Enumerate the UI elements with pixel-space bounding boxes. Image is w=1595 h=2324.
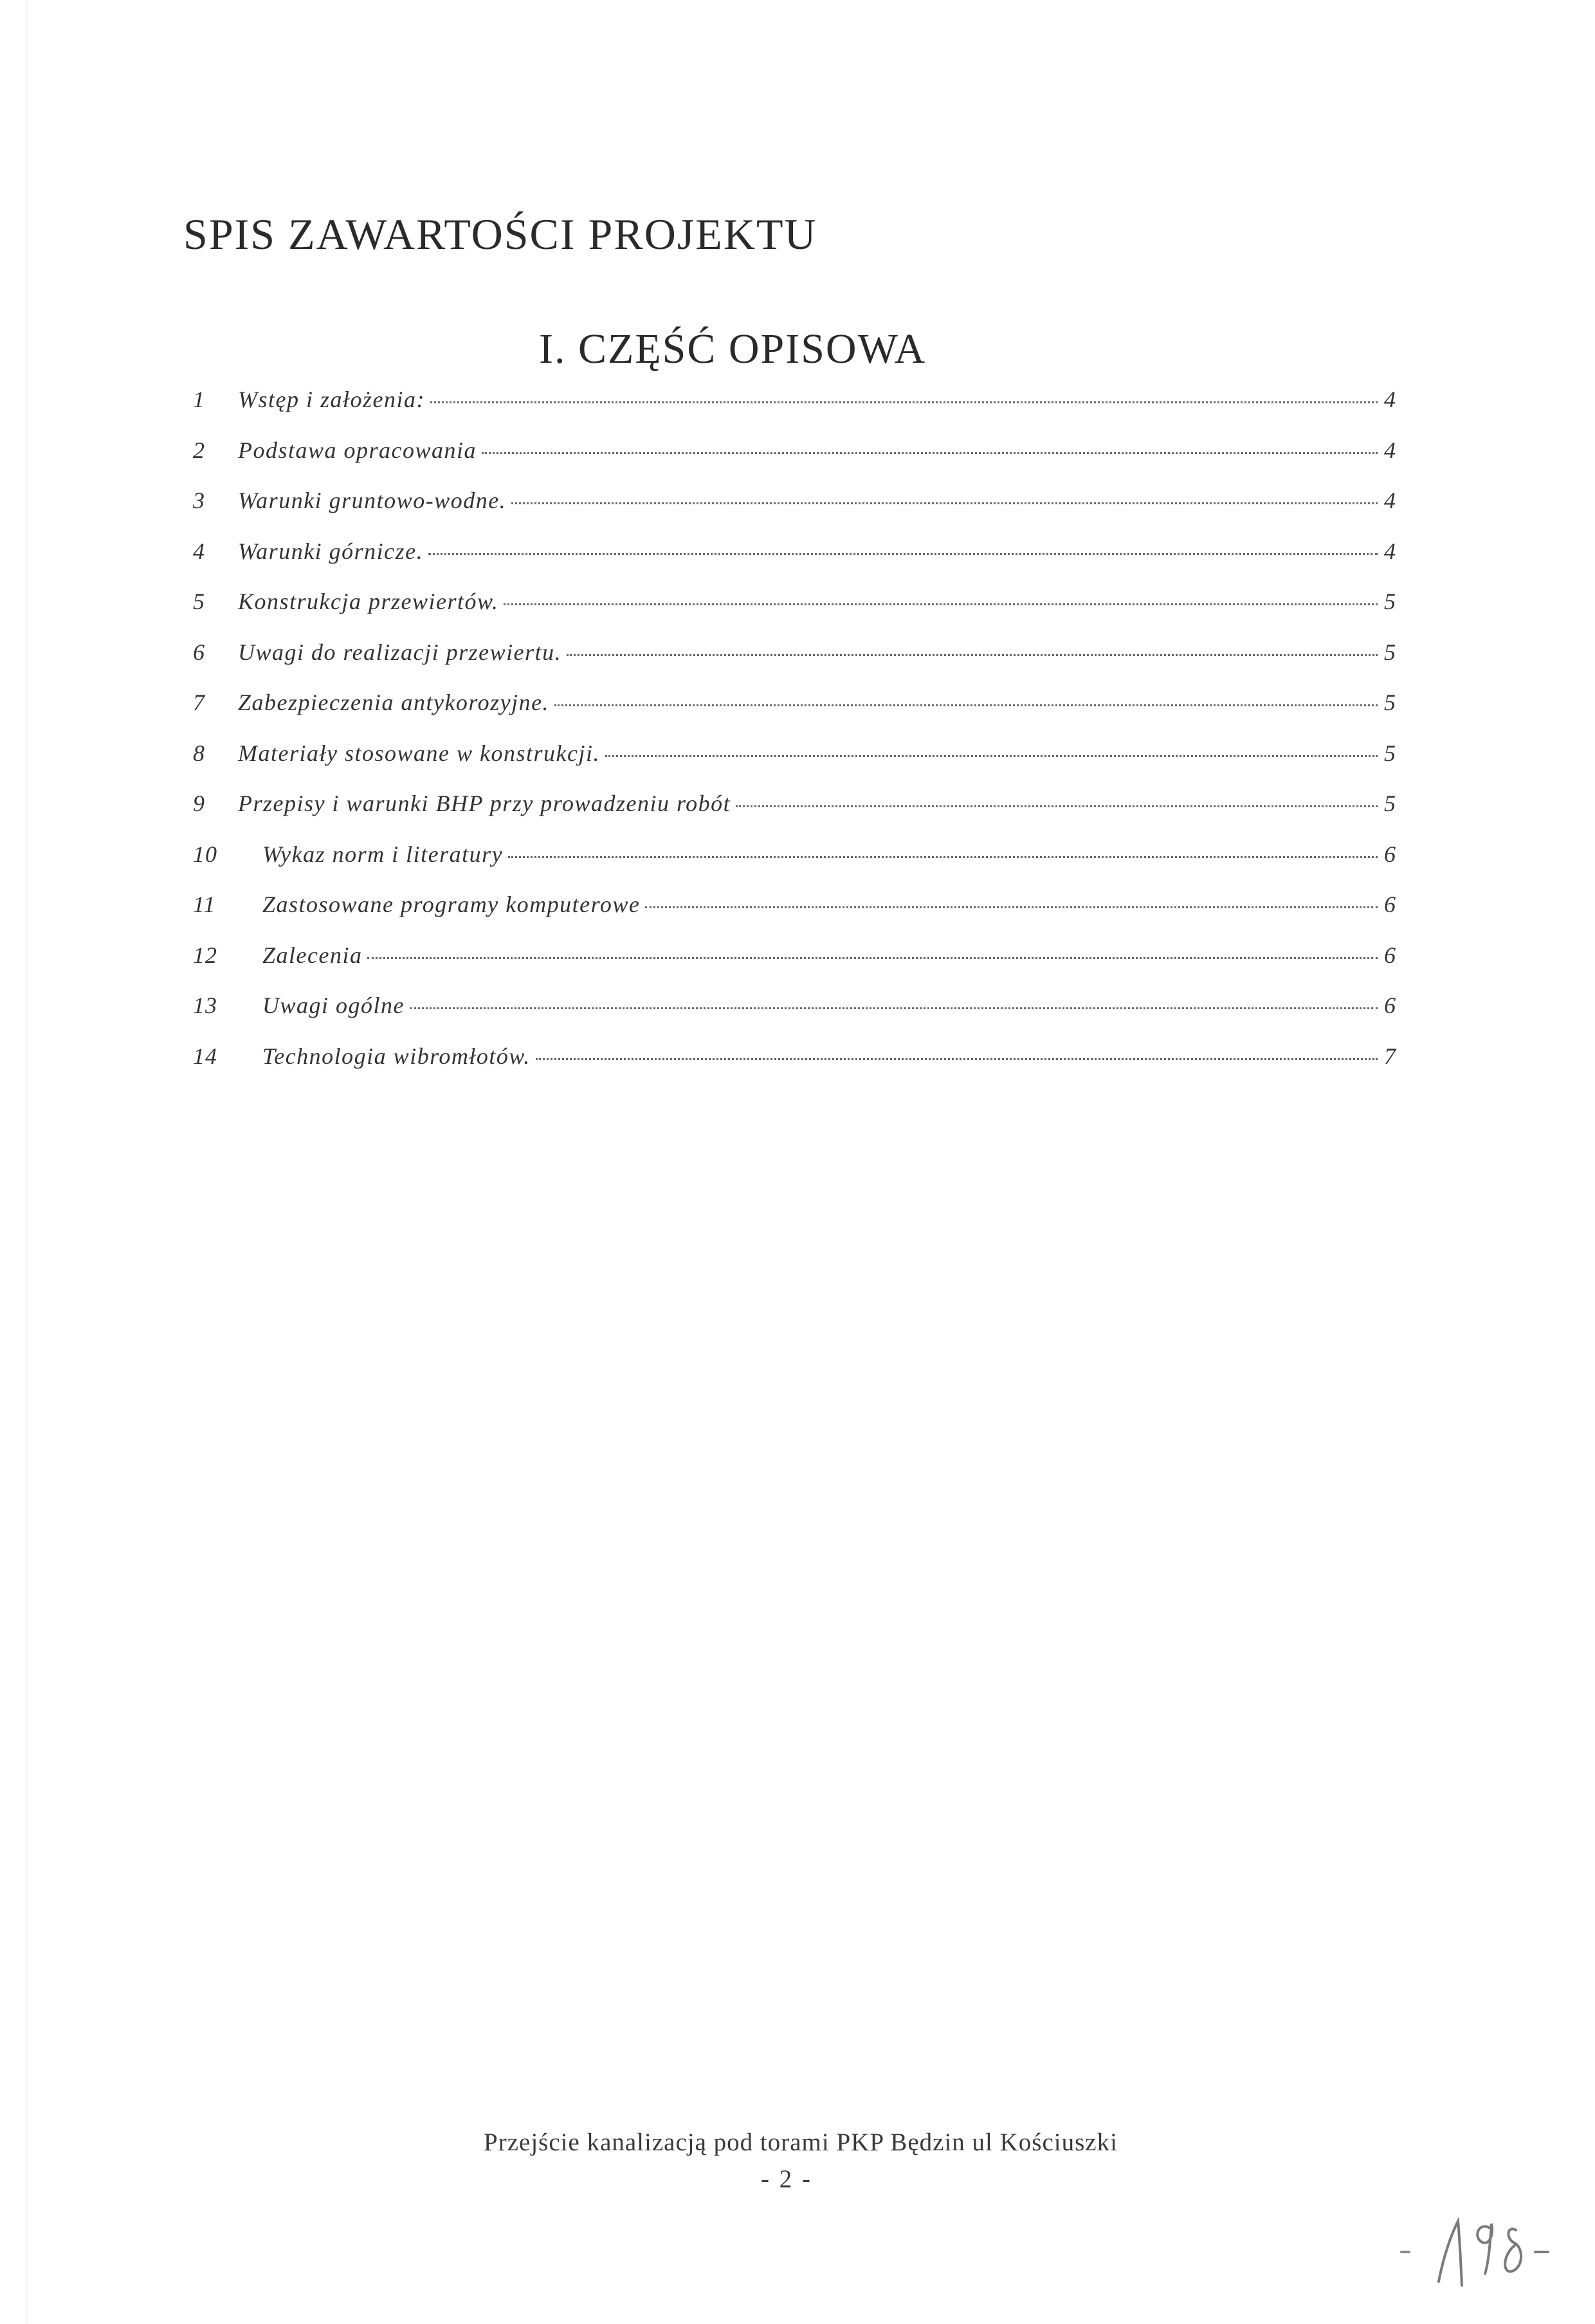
handwritten-page-mark-icon — [1399, 2197, 1553, 2293]
toc-entry-number: 5 — [193, 589, 205, 614]
toc-entry-page: 6 — [1384, 942, 1396, 968]
toc-entry-title: Wykaz norm i literatury — [262, 841, 506, 868]
toc-entry-number: 1 — [193, 387, 205, 412]
toc-entry-number: 10 — [193, 841, 217, 867]
toc-leader-dots — [605, 755, 1378, 757]
toc-entry-title: Warunki górnicze. — [238, 538, 426, 565]
toc-entry-number: 9 — [193, 791, 205, 816]
toc-entry-title: Wstęp i założenia: — [238, 386, 428, 413]
toc-entry-title: Warunki gruntowo-wodne. — [238, 487, 509, 514]
toc-entry[interactable] — [193, 689, 1396, 740]
toc-entry-number: 14 — [193, 1043, 217, 1069]
footer-page-number: - 2 - — [761, 2165, 812, 2193]
toc-entry[interactable] — [193, 942, 1396, 993]
toc-entry-page: 5 — [1384, 791, 1396, 816]
toc-entry-number: 2 — [193, 437, 205, 463]
toc-leader-dots — [554, 704, 1378, 706]
toc-entry-page: 5 — [1384, 690, 1396, 715]
toc-entry-number: 4 — [193, 538, 205, 564]
toc-entry-number: 6 — [193, 639, 205, 665]
toc-leader-dots — [736, 805, 1378, 807]
scan-edge — [26, 0, 27, 2324]
toc-entry-page: 4 — [1384, 488, 1396, 513]
toc-entry-number: 11 — [193, 892, 216, 917]
toc-entry[interactable] — [193, 437, 1396, 488]
toc-entry[interactable] — [193, 841, 1396, 892]
toc-entry-title: Przepisy i warunki BHP przy prowadzeniu robót — [238, 790, 733, 817]
toc-entry[interactable] — [193, 740, 1396, 791]
toc-entry-page: 6 — [1384, 841, 1396, 867]
toc-leader-dots — [410, 1007, 1378, 1009]
toc-entry-page: 6 — [1384, 892, 1396, 917]
toc-entry-title: Uwagi do realizacji przewiertu. — [238, 639, 564, 666]
toc-entry[interactable] — [193, 891, 1396, 942]
toc-entry-title: Zabezpieczenia antykorozyjne. — [238, 689, 552, 716]
toc-entry-page: 5 — [1384, 740, 1396, 766]
toc-entry[interactable] — [193, 538, 1396, 589]
toc-entry-title: Technologia wibromłotów. — [262, 1043, 533, 1070]
toc-entry-page: 7 — [1384, 1043, 1396, 1069]
toc-entry[interactable] — [193, 487, 1396, 538]
toc-entry-page: 4 — [1384, 538, 1396, 564]
toc-leader-dots — [645, 906, 1378, 908]
toc-entry-title: Konstrukcja przewiertów. — [238, 588, 501, 615]
toc-entry[interactable] — [193, 790, 1396, 841]
toc-entry-number: 12 — [193, 942, 217, 968]
toc-leader-dots — [367, 957, 1378, 959]
toc-entry[interactable] — [193, 1043, 1396, 1093]
toc-entry-page: 5 — [1384, 589, 1396, 614]
toc-entry-title: Podstawa opracowania — [238, 437, 479, 464]
toc-entry-number: 13 — [193, 993, 217, 1018]
toc-leader-dots — [504, 603, 1378, 605]
toc-entry-title: Uwagi ogólne — [262, 992, 407, 1019]
toc-entry-page: 4 — [1384, 387, 1396, 412]
toc-entry-title: Zalecenia — [262, 942, 365, 969]
toc-entry-number: 3 — [193, 488, 205, 513]
toc-entry-page: 6 — [1384, 993, 1396, 1018]
toc-leader-dots — [511, 502, 1378, 504]
section-title: I. CZĘŚĆ OPISOWA — [539, 325, 927, 372]
toc-entry[interactable] — [193, 639, 1396, 690]
toc-entry[interactable] — [193, 588, 1396, 639]
toc-entry[interactable] — [193, 386, 1396, 437]
toc-leader-dots — [508, 856, 1378, 858]
toc-entry-number: 8 — [193, 740, 205, 766]
toc-entry-page: 5 — [1384, 639, 1396, 665]
toc-leader-dots — [536, 1058, 1378, 1060]
toc-leader-dots — [482, 452, 1378, 454]
toc-entry-title: Zastosowane programy komputerowe — [262, 891, 643, 918]
footer-project-name: Przejście kanalizacją pod torami PKP Będzin ul Kościuszki — [484, 2128, 1118, 2156]
toc-leader-dots — [567, 654, 1378, 656]
toc-leader-dots — [428, 553, 1378, 555]
toc-entry-title: Materiały stosowane w konstrukcji. — [238, 740, 603, 767]
document-title: SPIS ZAWARTOŚCI PROJEKTU — [183, 210, 817, 259]
toc-entry[interactable] — [193, 992, 1396, 1043]
toc-entry-page: 4 — [1384, 437, 1396, 463]
toc-entry-number: 7 — [193, 690, 205, 715]
table-of-contents — [193, 386, 1396, 1093]
toc-leader-dots — [430, 401, 1378, 403]
